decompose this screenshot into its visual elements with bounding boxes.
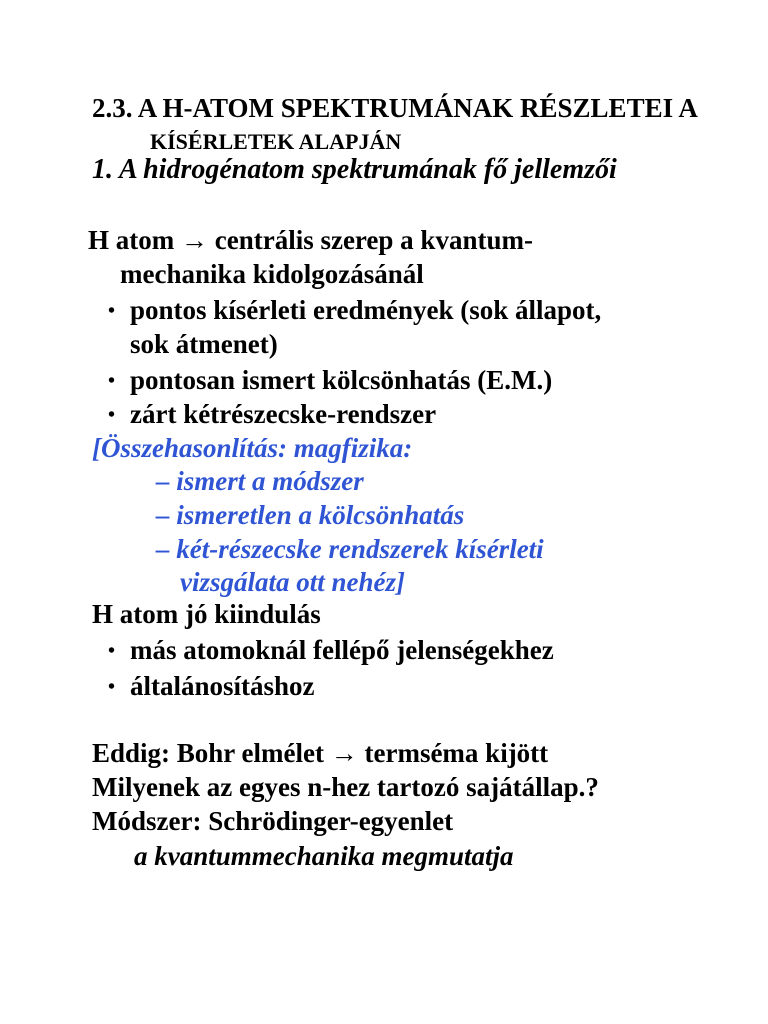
bullet-item-2 [108, 364, 552, 399]
bullet-item-3 [108, 398, 436, 433]
bullet-icon: • [108, 675, 116, 698]
comparison-last: vizsgálata ott nehéz] [180, 567, 406, 597]
section2-bullet-text-2: általánosításhoz [130, 671, 315, 701]
section3-line3: Módszer: Schrödinger-egyenlet [92, 806, 454, 836]
bullet-text-1: pontos kísérleti eredmények (sok állapot, [130, 295, 602, 325]
subheading: 1. A hidrogénatom spektrumának fő jellemzői [92, 154, 617, 185]
heading-continuation: KÍSÉRLETEK ALAPJÁN [150, 129, 402, 154]
comparison-item-2: – ismeretlen a kölcsönhatás [156, 500, 465, 530]
comparison-intro: [Összehasonlítás: magfizika: [92, 433, 413, 463]
comparison-item-3: – két-részecske rendszerek kísérleti [156, 534, 544, 564]
bullet-item-1 [108, 294, 601, 329]
section3-line4: a kvantummechanika megmutatja [134, 841, 514, 871]
bullet-icon: • [108, 369, 116, 392]
section1-line1: H atom → centrális szerep a kvantum- [88, 225, 533, 255]
section2-title: H atom jó kiindulás [92, 599, 321, 629]
section2-bullet-1 [108, 634, 554, 669]
section3-line1: Eddig: Bohr elmélet → termséma kijött [92, 738, 549, 768]
bullet-item-1-cont: sok átmenet) [130, 329, 278, 359]
heading-line-1 [92, 92, 698, 124]
section1-line2: mechanika kidolgozásánál [120, 259, 424, 289]
bullet-icon: • [108, 299, 116, 322]
section2-bullet-2 [108, 670, 315, 705]
bullet-text-3: zárt kétrészecske-rendszer [130, 399, 437, 429]
heading-text: 2.3. A H-ATOM SPEKTRUMÁNAK RÉSZLETEI A [92, 93, 698, 123]
bullet-icon: • [108, 403, 116, 426]
bullet-text-2: pontosan ismert kölcsönhatás (E.M.) [130, 365, 553, 395]
section3-line2: Milyenek az egyes n-hez tartozó sajátállap.? [92, 772, 599, 802]
section2-bullet-text-1: más atomoknál fellépő jelenségekhez [130, 635, 554, 665]
bullet-icon: • [108, 639, 116, 662]
comparison-item-1: – ismert a módszer [156, 466, 364, 496]
